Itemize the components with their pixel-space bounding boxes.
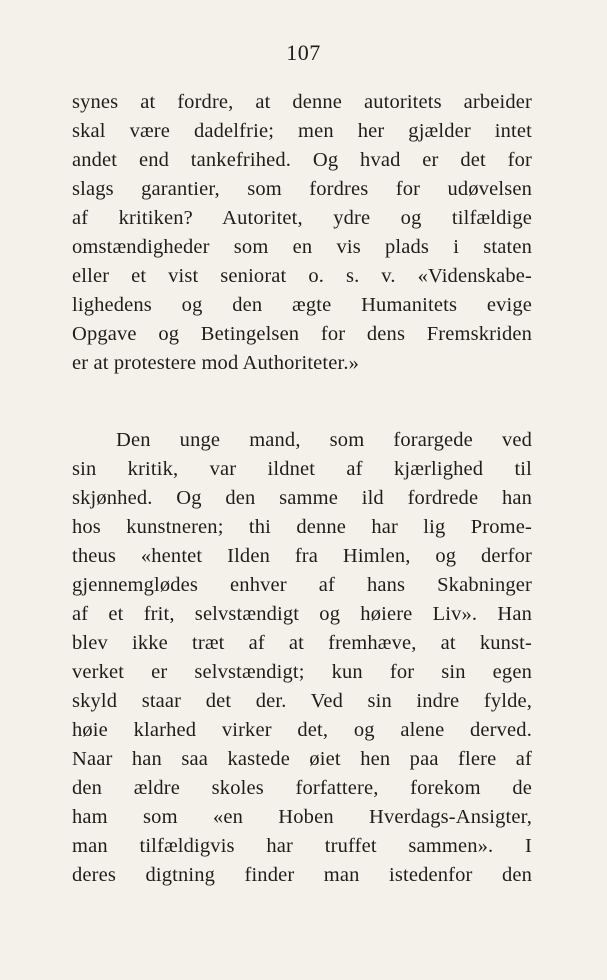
text-line: skal være dadelfrie; men her gjælder intet [72,120,532,142]
text-line: synes at fordre, at denne autoritets arbeider [72,91,532,113]
text-line: af et frit, selvstændigt og høiere Liv». Han [72,603,532,625]
text-line: skyld staar det der. Ved sin indre fylde, [72,690,532,712]
text-line: slags garantier, som fordres for udøvelsen [72,178,532,200]
text-line: skjønhed. Og den samme ild fordrede han [72,487,532,509]
paragraph-1 [72,88,532,378]
text-line: theus «hentet Ilden fra Himlen, og derfor [72,545,532,567]
text-line: Den unge mand, som forargede ved [116,429,532,451]
text-line: eller et vist seniorat o. s. v. «Videnskabe- [72,265,532,287]
text-line: gjennemglødes enhver af hans Skabninger [72,574,532,596]
text-line: man tilfældigvis har truffet sammen». I [72,835,532,857]
paragraph-2 [72,426,532,890]
text-line: blev ikke træt af at fremhæve, at kunst- [72,632,532,654]
text-line: deres digtning finder man istedenfor den [72,864,532,886]
text-line: er at protestere mod Authoriteter.» [72,352,360,374]
text-line: Opgave og Betingelsen for dens Fremskriden [72,323,532,345]
text-line: hos kunstneren; thi denne har lig Prome- [72,516,532,538]
text-line: ham som «en Hoben Hverdags-Ansigter, [72,806,532,828]
text-line: den ældre skoles forfattere, forekom de [72,777,532,799]
text-line: lighedens og den ægte Humanitets evige [72,294,532,316]
text-line: omstændigheder som en vis plads i staten [72,236,532,258]
text-line: andet end tankefrihed. Og hvad er det for [72,149,532,171]
text-line: høie klarhed virker det, og alene derved. [72,719,532,741]
text-line: sin kritik, var ildnet af kjærlighed til [72,458,532,480]
text-line: Naar han saa kastede øiet hen paa flere af [72,748,532,770]
text-line: af kritiken? Autoritet, ydre og tilfældige [72,207,532,229]
page-number: 107 [286,40,321,65]
text-line: verket er selvstændigt; kun for sin egen [72,661,532,683]
